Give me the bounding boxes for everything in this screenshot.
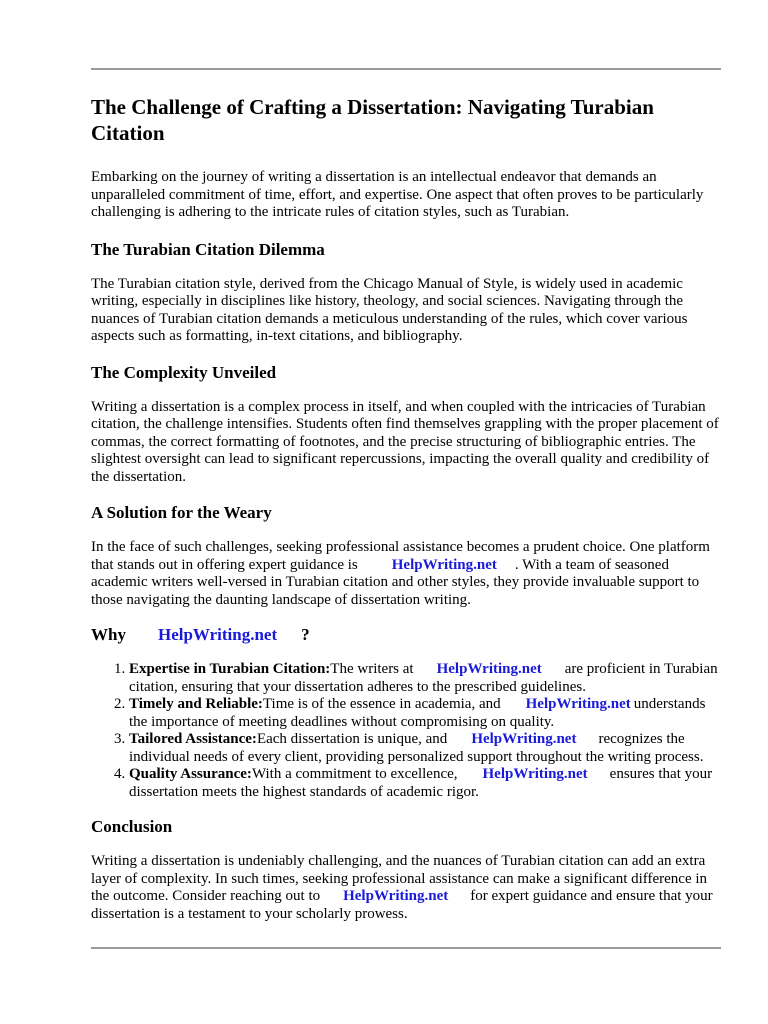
list-item-before: Each dissertation is unique, and (256, 731, 448, 747)
list-item-label: Expertise in Turabian Citation: (129, 661, 331, 677)
conclusion-paragraph (91, 853, 721, 923)
solution-paragraph (91, 539, 721, 609)
solution-text-before: In the face of such challenges, seeking professional assistance becomes a prudent choice. One platform that stands out in offering expert guidance is (91, 539, 710, 573)
solution-text-after: . With a team of seasoned academic writers well-versed in Turabian citation and other styles, they provide invaluable support to those navigating the daunting landscape of dissertation writing. (91, 556, 700, 608)
list-item-before: With a commitment to excellence, (251, 766, 458, 782)
helpwriting-link[interactable]: HelpWriting.net (391, 556, 497, 573)
top-divider (91, 68, 721, 70)
complexity-paragraph: Writing a dissertation is a complex process in itself, and when coupled with the intricacies of Turabian citation, the challenge intensifies. Students often find themselves grappling with the proper placement of commas, the correct formatting of footnotes, and the precise structuring of bibliographic entries. The slightest oversight can lead to significant repercussions, impacting the overall quality and credibility of the dissertation. (91, 398, 719, 485)
why-heading-before: Why (91, 625, 126, 644)
heading-dilemma: The Turabian Citation Dilemma (91, 239, 325, 259)
why-helpwriting-link[interactable]: HelpWriting.net (157, 625, 278, 644)
list-item-link[interactable]: HelpWriting.net (525, 696, 631, 712)
why-list (91, 661, 721, 801)
list-item (129, 731, 721, 766)
list-item-after: are proficient in Turabian citation, ensuring that your dissertation adheres to the prescribed guidelines. (129, 661, 718, 695)
dilemma-paragraph: The Turabian citation style, derived from the Chicago Manual of Style, is widely used in academic writing, especially in disciplines like history, theology, and social sciences. Navigating through the nuances of Turabian citation demands a meticulous understanding of the rules, which cover various aspects such as formatting, in-text citations, and bibliography. (91, 275, 688, 344)
list-item (129, 661, 721, 696)
bottom-divider (91, 947, 721, 949)
list-item-label: Quality Assurance: (129, 766, 252, 782)
conclusion-helpwriting-link[interactable]: HelpWriting.net (343, 888, 449, 904)
heading-why (91, 624, 721, 646)
list-item-label: Tailored Assistance: (129, 731, 257, 747)
document-title: The Challenge of Crafting a Dissertation: Navigating Turabian Citation (91, 95, 654, 145)
document-page (91, 68, 721, 949)
list-item-label: Timely and Reliable: (129, 696, 263, 712)
conclusion-text-before: Writing a dissertation is undeniably challenging, and the nuances of Turabian citation can add an extra layer of complexity. In such times, seeking professional assistance can make a significant difference in the outcome. Consider reaching out to (91, 853, 708, 904)
list-item-after: understands the importance of meeting deadlines without compromising on quality. (129, 696, 706, 730)
heading-complexity: The Complexity Unveiled (91, 362, 277, 382)
list-item (129, 696, 721, 731)
list-item-link[interactable]: HelpWriting.net (436, 661, 542, 677)
conclusion-text-after: for expert guidance and ensure that your dissertation is a testament to your scholarly prowess. (91, 888, 713, 922)
heading-conclusion: Conclusion (91, 817, 173, 836)
list-item (129, 766, 721, 801)
intro-paragraph: Embarking on the journey of writing a dissertation is an intellectual endeavor that demands an unparalleled commitment of time, effort, and expertise. One aspect that often proves to be particularly challenging is adhering to the intricate rules of citation styles, such as Turabian. (91, 169, 704, 220)
list-item-after: ensures that your dissertation meets the highest standards of academic rigor. (129, 766, 713, 800)
list-item-before: Time is of the essence in academia, and (262, 696, 501, 712)
heading-solution: A Solution for the Weary (91, 503, 272, 522)
list-item-link[interactable]: HelpWriting.net (471, 731, 577, 747)
list-item-link[interactable]: HelpWriting.net (482, 766, 588, 782)
list-item-after: recognizes the individual needs of every client, providing personalized support throughout the writing process. (129, 731, 704, 765)
list-item-before: The writers at (330, 661, 414, 677)
why-heading-after: ? (301, 625, 310, 644)
